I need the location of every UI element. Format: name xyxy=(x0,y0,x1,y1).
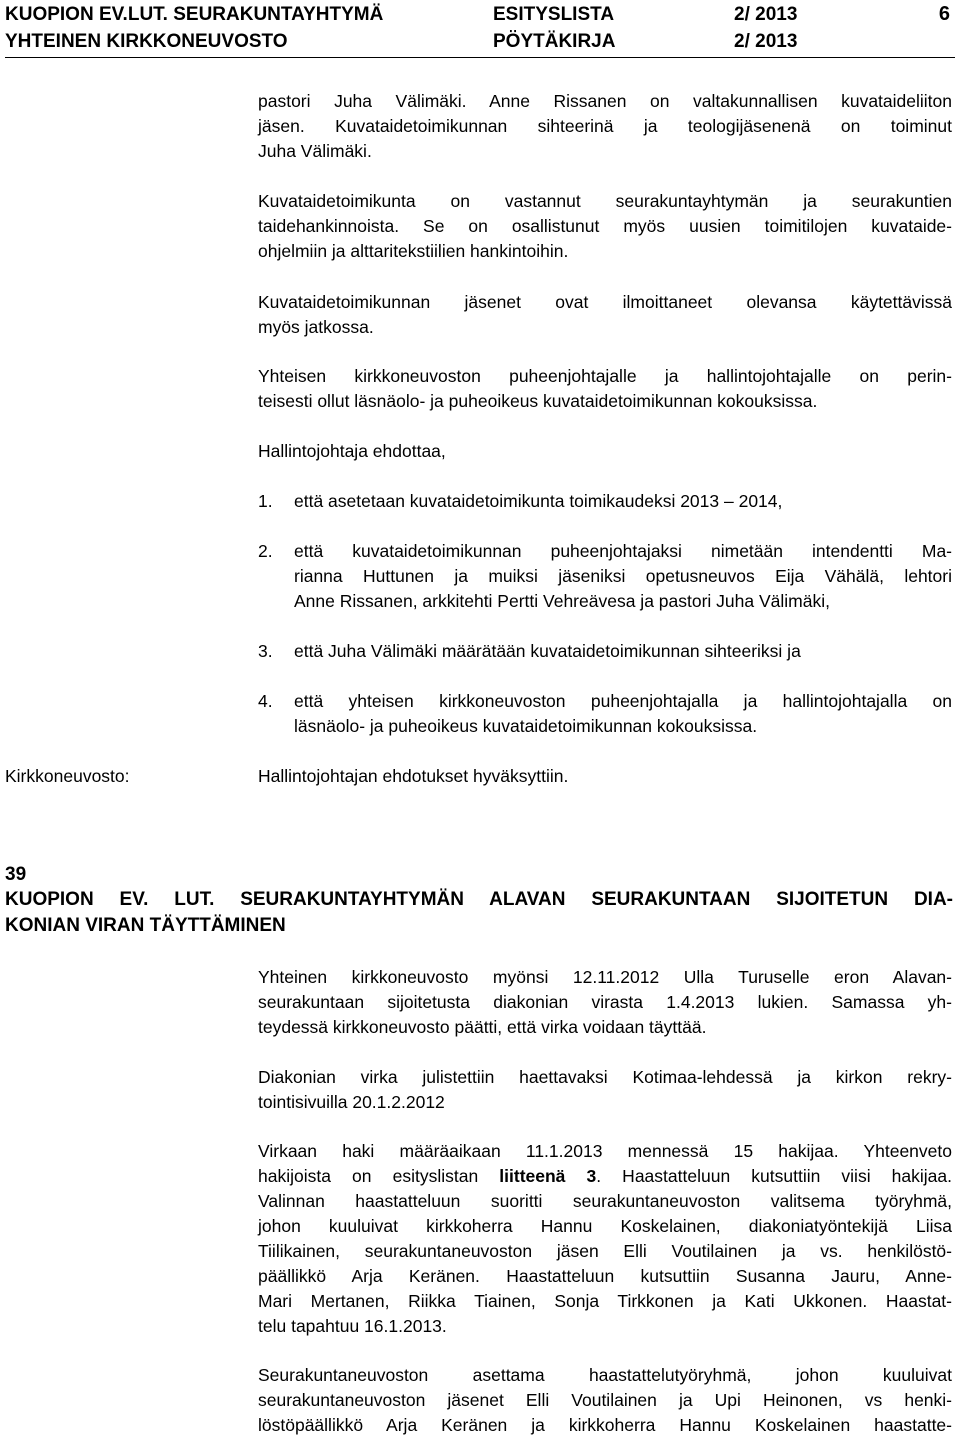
paragraph-text xyxy=(258,1164,952,1189)
paragraph-text: telu tapahtuu 16.1.2013. xyxy=(258,1316,447,1336)
section-title xyxy=(5,887,953,939)
proposal-text: läsnäolo- ja puheoikeus kuvataidetoimikunnan kokouksissa. xyxy=(294,716,758,736)
paragraph-text: seurakuntaneuvoston jäsenet Elli Voutilainen ja Upi Heinonen, vs henki- xyxy=(258,1390,952,1410)
paragraph-text: teydessä kirkkoneuvosto päätti, että virka voidaan täyttää. xyxy=(258,1017,707,1037)
paragraph-text: seurakuntaan sijoitetusta diakonian virasta 1.4.2013 lukien. Samassa yh- xyxy=(258,992,952,1012)
paragraph-text: jäsen. Kuvataidetoimikunnan sihteerinä ja teologijäsenenä on toiminut xyxy=(258,116,952,136)
attachment-reference: liitteenä 3 xyxy=(499,1166,597,1186)
proposal-number: 4. xyxy=(258,691,273,711)
header-agenda-number: 2/ 2013 xyxy=(734,4,798,25)
paragraph-text: johon kuuluivat kirkkoherra Hannu Koskelainen, diakoniatyöntekijä Liisa xyxy=(258,1216,952,1236)
text-run: . Haastatteluun kutsuttiin viisi hakijaa. xyxy=(596,1166,952,1186)
proposal-intro: Hallintojohtaja ehdottaa, xyxy=(258,441,446,461)
paragraph-text: Yhteisen kirkkoneuvoston puheenjohtajalle ja hallintojohtajalle on perin- xyxy=(258,366,952,386)
paragraph-text: Diakonian virka julistettiin haettavaksi Kotimaa-lehdessä ja kirkon rekry- xyxy=(258,1067,952,1087)
paragraph-text: Seurakuntaneuvoston asettama haastattelutyöryhmä, johon kuuluivat xyxy=(258,1365,952,1385)
page-number: 6 xyxy=(938,3,950,25)
paragraph-text: tointisivuilla 20.1.2.2012 xyxy=(258,1092,445,1112)
paragraph-text: Virkaan haki määräaikaan 11.1.2013 mennessä 15 hakijaa. Yhteenveto xyxy=(258,1141,952,1161)
proposal-text: että yhteisen kirkkoneuvoston puheenjohtajalla ja hallintojohtajalla on xyxy=(294,691,952,711)
header-governing-body: YHTEINEN KIRKKONEUVOSTO xyxy=(5,31,288,52)
section-number: 39 xyxy=(5,864,27,885)
paragraph-text: myös jatkossa. xyxy=(258,317,374,337)
text-run: hakijoista on esityslistan xyxy=(258,1166,500,1186)
paragraph-text: Mari Mertanen, Riikka Tiainen, Sonja Tirkkonen ja Kati Ukkonen. Haastat- xyxy=(258,1291,952,1311)
paragraph-text: pastori Juha Välimäki. Anne Rissanen on valtakunnallisen kuvataideliiton xyxy=(258,91,952,111)
section-title-line: KONIAN VIRAN TÄYTTÄMINEN xyxy=(5,915,286,936)
proposal-number: 3. xyxy=(258,641,273,661)
header-divider xyxy=(5,57,955,58)
paragraph-text: teisesti ollut läsnäolo- ja puheoikeus kuvataidetoimikunnan kokouksissa. xyxy=(258,391,818,411)
proposal-number: 2. xyxy=(258,541,273,561)
proposal-text: että asetetaan kuvataidetoimikunta toimikaudeksi 2013 – 2014, xyxy=(294,491,783,511)
proposal-text: rianna Huttunen ja muiksi jäseniksi opetusneuvos Eija Vähälä, lehtori xyxy=(294,566,952,586)
decision-text: Hallintojohtajan ehdotukset hyväksyttiin. xyxy=(258,766,569,786)
paragraph-text: Yhteinen kirkkoneuvosto myönsi 12.11.2012 Ulla Turuselle eron Alavan- xyxy=(258,967,952,987)
header-organization: KUOPION EV.LUT. SEURAKUNTAYHTYMÄ xyxy=(5,4,384,25)
section-title-line: KUOPION EV. LUT. SEURAKUNTAYHTYMÄN ALAVAN SEURAKUNTAAN SIJOITETUN DIA- xyxy=(5,889,953,910)
paragraph-text: löstöpäällikkö Arja Keränen ja kirkkoherra Hannu Koskelainen haastatte- xyxy=(258,1415,952,1435)
paragraph-text: Kuvataidetoimikunnan jäsenet ovat ilmoittaneet olevansa käytettävissä xyxy=(258,292,952,312)
proposal-text: että kuvataidetoimikunnan puheenjohtajaksi nimetään intendentti Ma- xyxy=(294,541,952,561)
proposal-number: 1. xyxy=(258,491,273,511)
paragraph-text: Valinnan haastatteluun suoritti seurakuntaneuvoston valitsema työryhmä, xyxy=(258,1191,952,1211)
paragraph-text: Juha Välimäki. xyxy=(258,141,372,161)
header-doc-type-agenda: ESITYSLISTA xyxy=(493,4,615,25)
header-doc-type-minutes: PÖYTÄKIRJA xyxy=(493,31,616,52)
proposal-text: että Juha Välimäki määrätään kuvataidetoimikunnan sihteeriksi ja xyxy=(294,641,801,661)
proposal-text: Anne Rissanen, arkkitehti Pertti Vehreävesa ja pastori Juha Välimäki, xyxy=(294,591,830,611)
decision-label: Kirkkoneuvosto: xyxy=(5,766,130,786)
paragraph-text: taidehankinnoista. Se on osallistunut myös uusien toimitilojen kuvataide- xyxy=(258,216,952,236)
paragraph-text: päällikkö Arja Keränen. Haastatteluun kutsuttiin Susanna Jauru, Anne- xyxy=(258,1266,952,1286)
paragraph-text: Kuvataidetoimikunta on vastannut seurakuntayhtymän ja seurakuntien xyxy=(258,191,952,211)
paragraph-text: Tiilikainen, seurakuntaneuvoston jäsen Elli Voutilainen ja vs. henkilöstö- xyxy=(258,1241,952,1261)
header-minutes-number: 2/ 2013 xyxy=(734,31,798,52)
paragraph-text: ohjelmiin ja alttaritekstiilien hankintoihin. xyxy=(258,241,569,261)
